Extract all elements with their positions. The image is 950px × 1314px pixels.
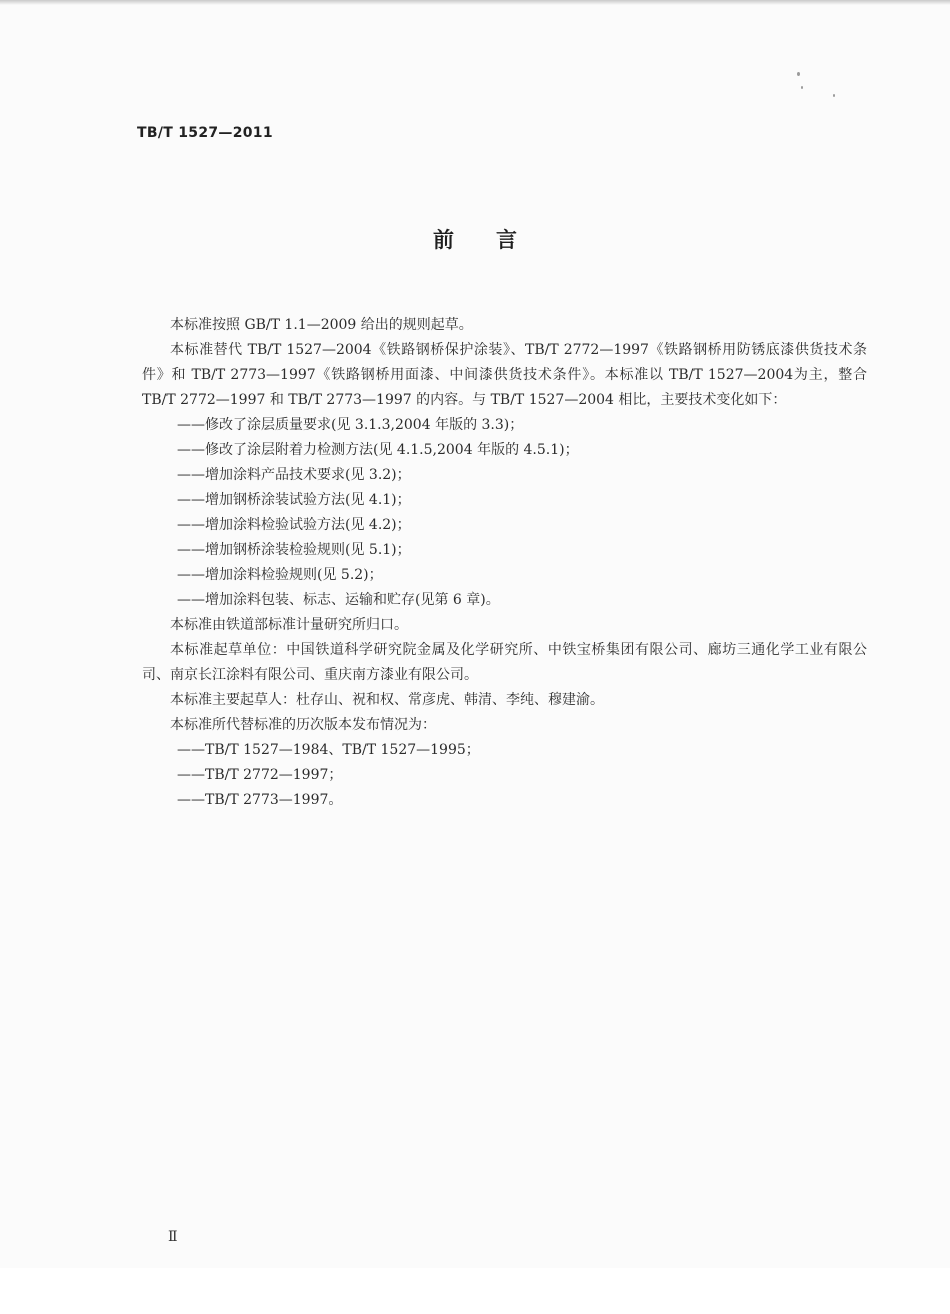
change-item: ——修改了涂层质量要求(见 3.1.3,2004 年版的 3.3)； <box>177 417 524 433</box>
previous-version-item: ——TB/T 1527—1984、TB/T 1527—1995； <box>177 742 480 758</box>
paragraph: 本标准按照 GB/T 1.1—2009 给出的规则起草。 <box>170 317 473 333</box>
change-item: ——增加涂料产品技术要求(见 3.2)； <box>177 467 411 483</box>
foreword-body <box>142 313 867 813</box>
paragraph: 本标准主要起草人：杜存山、祝和权、常彦虎、韩清、李纯、穆建渝。 <box>170 692 604 708</box>
paragraph: 本标准由铁道部标准计量研究所归口。 <box>170 617 408 633</box>
change-item: ——增加涂料检验试验方法(见 4.2)； <box>177 517 411 533</box>
change-item: ——增加钢桥涂装检验规则(见 5.1)； <box>177 542 411 558</box>
paragraph: 本标准起草单位：中国铁道科学研究院金属及化学研究所、中铁宝桥集团有限公司、廊坊三通化学工业有限公司、南京长江涂料有限公司、重庆南方漆业有限公司。 <box>142 642 867 683</box>
standard-id: TB/T 1527—2011 <box>137 125 273 141</box>
previous-version-item: ——TB/T 2773—1997。 <box>177 792 343 808</box>
paragraph: 本标准所代替标准的历次版本发布情况为： <box>170 717 436 733</box>
change-item: ——增加钢桥涂装试验方法(见 4.1)； <box>177 492 411 508</box>
change-item: ——修改了涂层附着力检测方法(见 4.1.5,2004 年版的 4.5.1)； <box>177 442 579 458</box>
previous-version-item: ——TB/T 2772—1997； <box>177 767 343 783</box>
paragraph: 本标准替代 TB/T 1527—2004《铁路钢桥保护涂装》、TB/T 2772—1997《铁路钢桥用防锈底漆供货技术条件》和 TB/T 2773—1997《铁路钢桥用面漆、中间漆供货技术条件》。本标准以 TB/T 1527—2004为主，整合 TB/T 2772—1997 和 TB/T 2773—1997 的内容。与 TB/T 1527—2004 相比，主要技术变化如下： <box>142 342 867 408</box>
change-item: ——增加涂料包装、标志、运输和贮存(见第 6 章)。 <box>177 592 500 608</box>
page-number: Ⅱ <box>168 1229 178 1245</box>
scan-speck <box>833 94 835 97</box>
scan-bottom-edge <box>0 1268 950 1314</box>
scan-speck <box>801 86 803 89</box>
page-title: 前言 <box>433 228 559 252</box>
change-item: ——增加涂料检验规则(见 5.2)； <box>177 567 383 583</box>
scan-top-edge <box>0 0 950 5</box>
scan-speck <box>797 72 800 76</box>
